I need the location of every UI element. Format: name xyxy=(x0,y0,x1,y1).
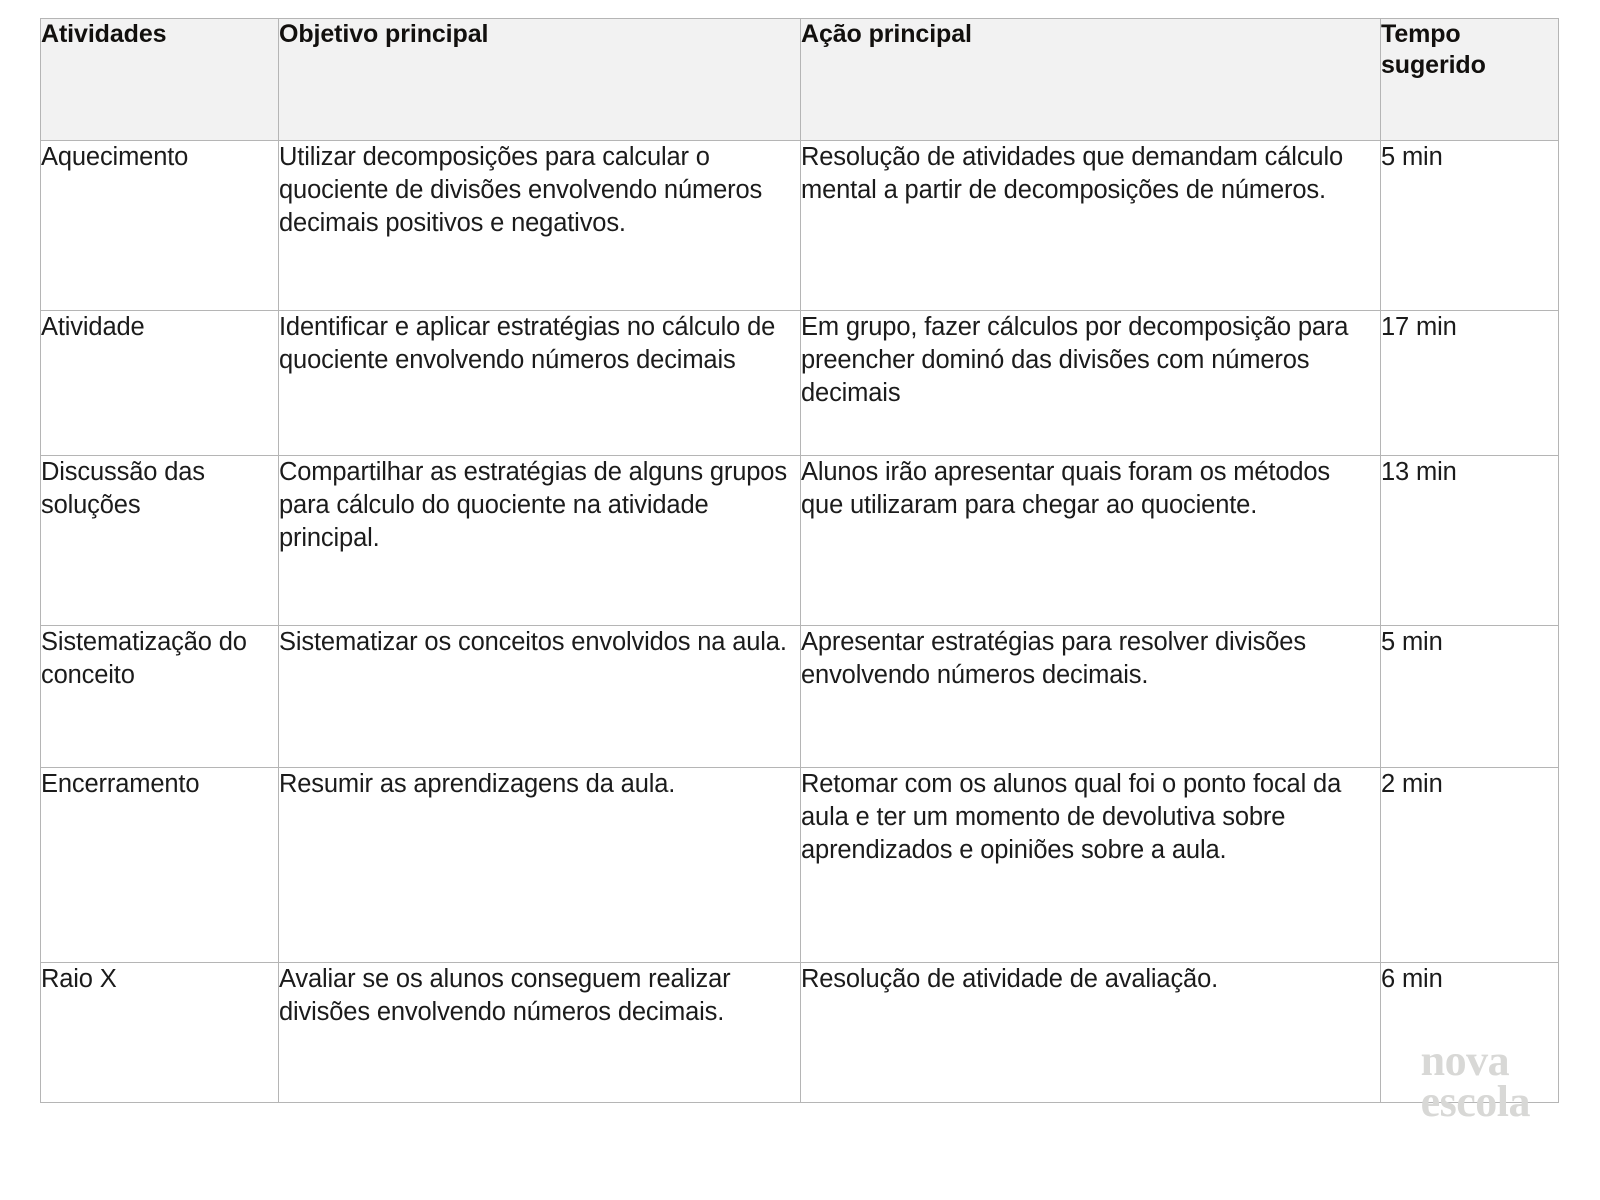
column-header-objetivo-principal: Objetivo principal xyxy=(279,19,801,141)
cell-tempo: 6 min xyxy=(1381,963,1559,1103)
table-row xyxy=(41,963,1559,1103)
cell-atividade: Sistematização do conceito xyxy=(41,626,279,768)
cell-atividade: Atividade xyxy=(41,311,279,456)
cell-tempo: 5 min xyxy=(1381,141,1559,311)
cell-atividade: Raio X xyxy=(41,963,279,1103)
cell-tempo: 5 min xyxy=(1381,626,1559,768)
table-body xyxy=(41,141,1559,1103)
cell-tempo: 13 min xyxy=(1381,456,1559,626)
watermark-line-nova: nova xyxy=(1420,1036,1510,1086)
cell-acao: Retomar com os alunos qual foi o ponto focal da aula e ter um momento de devolutiva sobre aprendizados e opiniões sobre a aula. xyxy=(801,768,1381,963)
cell-atividade: Encerramento xyxy=(41,768,279,963)
cell-objetivo: Identificar e aplicar estratégias no cálculo de quociente envolvendo números decimais xyxy=(279,311,801,456)
table-row xyxy=(41,768,1559,963)
cell-objetivo: Sistematizar os conceitos envolvidos na aula. xyxy=(279,626,801,768)
table-row xyxy=(41,311,1559,456)
cell-acao: Apresentar estratégias para resolver divisões envolvendo números decimais. xyxy=(801,626,1381,768)
lesson-plan-table xyxy=(40,18,1559,1103)
lesson-plan-table-container xyxy=(40,18,1558,1128)
cell-acao: Resolução de atividade de avaliação. xyxy=(801,963,1381,1103)
cell-atividade: Discussão das soluções xyxy=(41,456,279,626)
cell-objetivo: Resumir as aprendizagens da aula. xyxy=(279,768,801,963)
cell-acao: Resolução de atividades que demandam cálculo mental a partir de decomposições de números. xyxy=(801,141,1381,311)
column-header-acao-principal: Ação principal xyxy=(801,19,1381,141)
cell-tempo: 17 min xyxy=(1381,311,1559,456)
cell-acao: Em grupo, fazer cálculos por decomposição para preencher dominó das divisões com números decimais xyxy=(801,311,1381,456)
table-row xyxy=(41,626,1559,768)
cell-objetivo: Compartilhar as estratégias de alguns grupos para cálculo do quociente na atividade principal. xyxy=(279,456,801,626)
table-header-row xyxy=(41,19,1559,141)
column-header-atividades: Atividades xyxy=(41,19,279,141)
table-row xyxy=(41,456,1559,626)
cell-acao: Alunos irão apresentar quais foram os métodos que utilizaram para chegar ao quociente. xyxy=(801,456,1381,626)
cell-atividade: Aquecimento xyxy=(41,141,279,311)
cell-objetivo: Avaliar se os alunos conseguem realizar divisões envolvendo números decimais. xyxy=(279,963,801,1103)
column-header-tempo-sugerido: Tempo sugerido xyxy=(1381,19,1559,141)
cell-tempo: 2 min xyxy=(1381,768,1559,963)
table-header xyxy=(41,19,1559,141)
cell-objetivo: Utilizar decomposições para calcular o quociente de divisões envolvendo números decimais positivos e negativos. xyxy=(279,141,801,311)
watermark-line-escola: escola xyxy=(1420,1076,1530,1126)
table-row xyxy=(41,141,1559,311)
